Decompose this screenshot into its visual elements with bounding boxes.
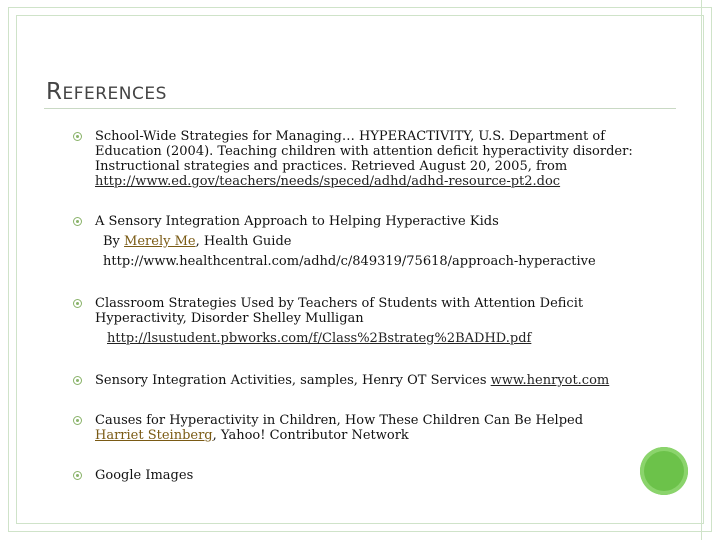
ref5-title: Causes for Hyperactivity in Children <box>95 413 337 428</box>
ref2-title: A Sensory Integration Approach to Helping Hyperactive Kids <box>95 214 499 229</box>
ref1-line3: Instructional strategies and practices. Retrieved August 20, 2005, from <box>95 159 568 174</box>
ref5-author-link[interactable]: Harriet Steinberg <box>95 428 213 443</box>
ref1-line1: School-Wide Strategies for Managing… HYPERACTIVITY, U.S. Department of <box>95 129 606 144</box>
ref1-link[interactable]: http://www.ed.gov/teachers/needs/speced/adhd/adhd-resource-pt2.doc <box>95 174 561 189</box>
reference-item-3 <box>95 296 655 346</box>
ref2-by-suffix: , Health Guide <box>195 234 292 249</box>
reference-item-1 <box>95 129 655 189</box>
bullet-icon <box>73 416 82 425</box>
ref6-text: Google Images <box>95 468 194 483</box>
bullet-icon <box>73 471 82 480</box>
ref2-url: http://www.healthcentral.com/adhd/c/849319/75618/approach-hyperactive <box>103 254 596 269</box>
title-capital: R <box>46 79 63 105</box>
ref4-link[interactable]: www.henryot.com <box>490 373 610 388</box>
decorative-green-circle <box>640 447 688 495</box>
ref3-line1: Classroom Strategies Used by Teachers of Students with Attention Deficit <box>95 296 584 311</box>
reference-item-5 <box>95 413 655 443</box>
bullet-icon <box>73 217 82 226</box>
ref2-author-link[interactable]: Merely Me <box>124 234 196 249</box>
ref5-text: , How These Children Can Be Helped <box>336 413 584 428</box>
ref2-by-prefix: By <box>103 234 125 249</box>
ref4-text: Sensory Integration Activities, samples, Henry OT Services <box>95 373 491 388</box>
bullet-icon <box>73 132 82 141</box>
reference-item-2 <box>95 214 655 269</box>
bullet-icon <box>73 299 82 308</box>
bullet-icon <box>73 376 82 385</box>
ref3-line2: Hyperactivity, Disorder Shelley Mulligan <box>95 311 364 326</box>
ref5-suffix: , Yahoo! Contributor Network <box>212 428 409 443</box>
ref3-link[interactable]: http://lsustudent.pbworks.com/f/Class%2Bstrateg%2BADHD.pdf <box>107 331 532 346</box>
title-rest: EFERENCES <box>62 84 167 104</box>
reference-item-4 <box>95 373 655 388</box>
reference-item-6 <box>95 468 655 483</box>
ref1-line2: Education (2004). Teaching children with attention deficit hyperactivity disorder: <box>95 144 633 159</box>
